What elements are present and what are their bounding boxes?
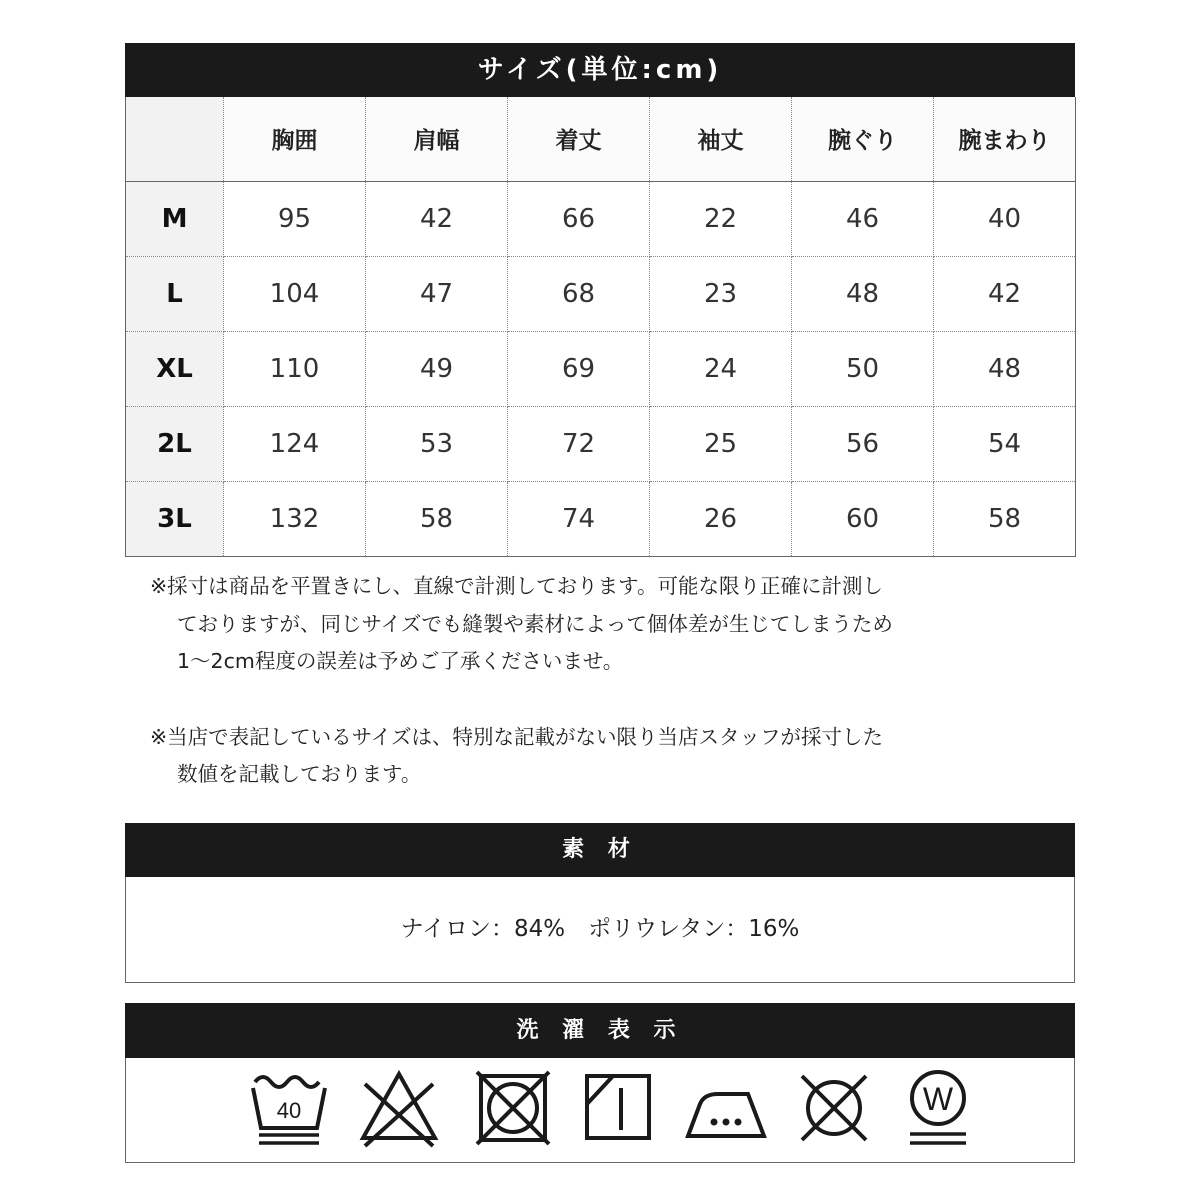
row-size-label: 3L: [126, 481, 224, 556]
note-line: ※採寸は商品を平置きにし、直線で計測しております。可能な限り正確に計測し: [150, 574, 884, 598]
header-chest: 胸囲: [224, 97, 366, 181]
wet-clean-label: W: [922, 1081, 954, 1117]
table-cell: 40: [934, 181, 1076, 256]
drip-dry-shade-icon: [581, 1068, 661, 1148]
header-sleeve: 袖丈: [650, 97, 792, 181]
table-cell: 124: [224, 406, 366, 481]
table-cell: 68: [508, 256, 650, 331]
header-armhole: 腕ぐり: [792, 97, 934, 181]
wash-temperature-label: 40: [276, 1098, 302, 1123]
material-section-title: 素 材: [125, 823, 1075, 877]
note-line: ※当店で表記しているサイズは、特別な記載がない限り当店スタッフが採寸した: [150, 724, 884, 749]
table-cell: 66: [508, 181, 650, 256]
note-line: 数値を記載しております。: [177, 762, 422, 786]
no-dry-clean-icon: [794, 1068, 874, 1148]
wash-40-gentle-icon: [249, 1068, 329, 1148]
note-line: 1〜2cm程度の誤差は予めご了承くださいませ。: [177, 649, 624, 673]
table-cell: 56: [792, 406, 934, 481]
row-size-label: 2L: [126, 406, 224, 481]
table-cell: 54: [934, 406, 1076, 481]
header-length: 着丈: [508, 97, 650, 181]
material-composition: ナイロン：84% ポリウレタン：16%: [125, 877, 1075, 983]
table-row: [126, 406, 1076, 481]
no-bleach-icon: [359, 1068, 439, 1148]
table-cell: 69: [508, 331, 650, 406]
table-header-row: [126, 97, 1076, 181]
table-cell: 95: [224, 181, 366, 256]
table-cell: 50: [792, 331, 934, 406]
table-cell: 132: [224, 481, 366, 556]
table-cell: 42: [934, 256, 1076, 331]
note-line: ておりますが、同じサイズでも縫製や素材によって個体差が生じてしまうため: [177, 611, 893, 636]
iron-low-icon: [684, 1068, 768, 1148]
table-row: [126, 256, 1076, 331]
table-cell: 22: [650, 181, 792, 256]
size-section-title: サイズ(単位:cm): [125, 43, 1075, 97]
table-row: [126, 181, 1076, 256]
table-cell: 48: [934, 331, 1076, 406]
table-cell: 53: [366, 406, 508, 481]
table-cell: 104: [224, 256, 366, 331]
table-row: [126, 481, 1076, 556]
table-cell: 72: [508, 406, 650, 481]
row-size-label: XL: [126, 331, 224, 406]
table-cell: 24: [650, 331, 792, 406]
table-cell: 58: [934, 481, 1076, 556]
row-size-label: M: [126, 181, 224, 256]
table-cell: 42: [366, 181, 508, 256]
table-cell: 26: [650, 481, 792, 556]
header-arm-circumference: 腕まわり: [934, 97, 1076, 181]
table-cell: 74: [508, 481, 650, 556]
header-shoulder: 肩幅: [366, 97, 508, 181]
table-cell: 110: [224, 331, 366, 406]
table-cell: 48: [792, 256, 934, 331]
care-symbols: [125, 1058, 1075, 1163]
row-size-label: L: [126, 256, 224, 331]
table-cell: 58: [366, 481, 508, 556]
table-row: [126, 331, 1076, 406]
table-cell: 60: [792, 481, 934, 556]
care-section-title: 洗 濯 表 示: [125, 1003, 1075, 1058]
no-tumble-dry-icon: [475, 1068, 555, 1148]
table-cell: 49: [366, 331, 508, 406]
measurement-notes: [150, 568, 1050, 794]
table-cell: 25: [650, 406, 792, 481]
table-cell: 47: [366, 256, 508, 331]
size-table: [125, 97, 1076, 557]
header-corner-cell: [126, 97, 224, 181]
wet-clean-gentle-icon: [904, 1068, 984, 1152]
table-cell: 23: [650, 256, 792, 331]
table-cell: 46: [792, 181, 934, 256]
